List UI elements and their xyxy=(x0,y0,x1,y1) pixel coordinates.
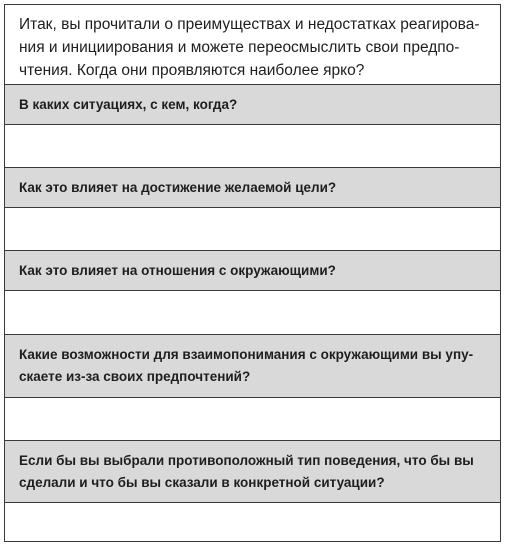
intro-line: Итак, вы прочитали о преимуществах и недостатках реагирова- xyxy=(19,16,480,33)
question-label: Как это влияет на отношения с окружающими? xyxy=(19,262,336,278)
question-label: скаете из-за своих предпочтений? xyxy=(19,369,251,384)
question-label: сделали и что бы вы сказали в конкретной ситуации? xyxy=(19,474,385,490)
question-label: Если бы вы выбрали противоположный тип поведения, что бы вы xyxy=(19,452,474,468)
question-header-opposite-behavior xyxy=(5,441,500,503)
intro-text xyxy=(5,5,500,85)
question-label: Как это влияет на достижение желаемой цели? xyxy=(19,179,337,195)
question-header-missed-opportunities xyxy=(5,335,500,398)
question-label: Какие возможности для взаимопонимания с окружающими вы упу- xyxy=(19,347,474,362)
intro-line: ния и инициирования и можете переосмыслить свои предпо- xyxy=(19,39,460,56)
answer-field-situations[interactable] xyxy=(5,125,500,168)
question-header-situations xyxy=(5,85,500,125)
worksheet-table xyxy=(4,4,501,542)
answer-field-missed-opportunities[interactable] xyxy=(5,398,500,441)
answer-field-opposite-behavior[interactable] xyxy=(5,503,500,541)
answer-field-goal-impact[interactable] xyxy=(5,208,500,251)
question-header-relationships xyxy=(5,251,500,291)
answer-field-relationships[interactable] xyxy=(5,291,500,335)
question-header-goal-impact xyxy=(5,168,500,208)
question-label: В каких ситуациях, с кем, когда? xyxy=(19,96,238,112)
intro-line: чтения. Когда они проявляются наиболее ярко? xyxy=(19,62,365,79)
